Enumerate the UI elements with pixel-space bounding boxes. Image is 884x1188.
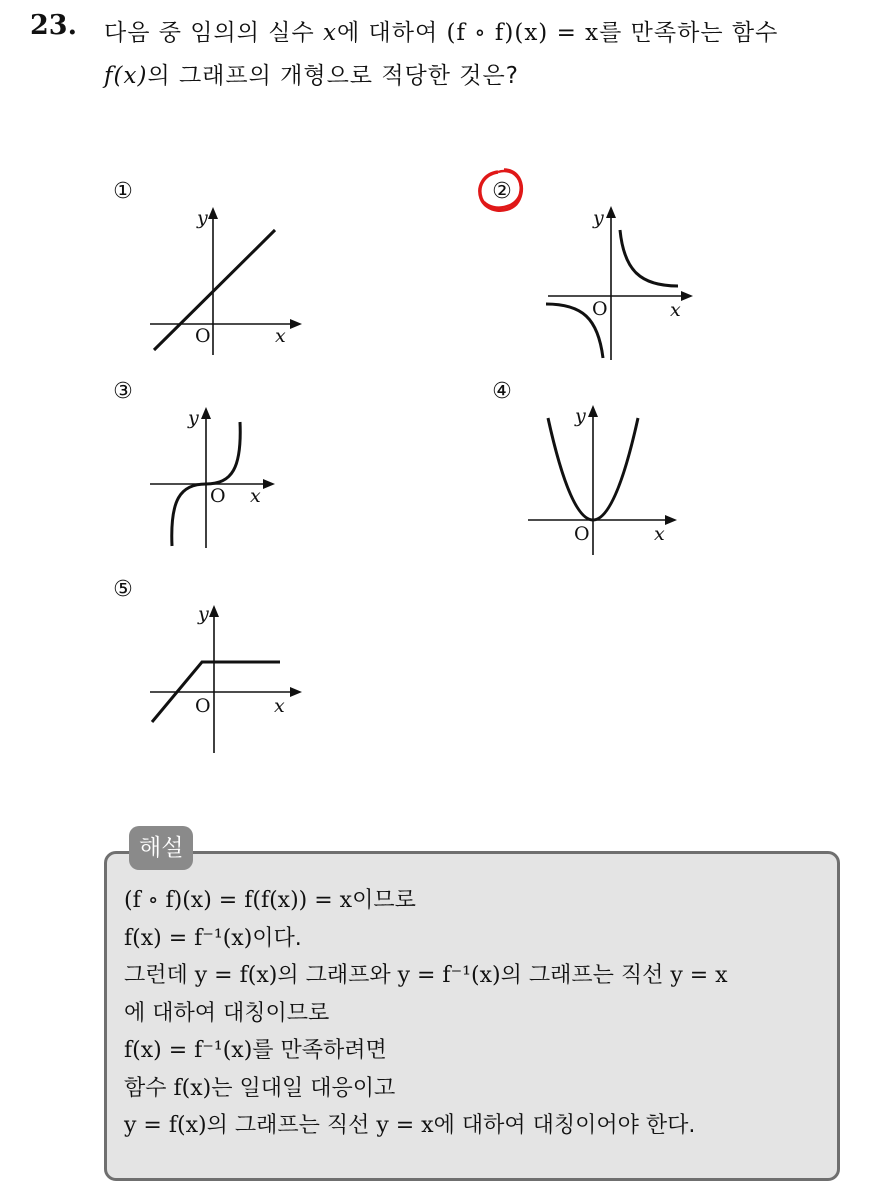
question-number: 23. bbox=[30, 10, 77, 41]
option-1-y-label: y bbox=[197, 207, 208, 229]
option-1-label[interactable]: ① bbox=[113, 179, 133, 204]
solution-line-1: (f ∘ f)(x) = f(f(x)) = x이므로 bbox=[124, 888, 416, 913]
option-1-graph[interactable] bbox=[140, 200, 310, 360]
option-3-origin-label: O bbox=[210, 485, 226, 507]
option-2-graph[interactable] bbox=[540, 200, 700, 365]
option-4-graph[interactable] bbox=[520, 400, 690, 560]
solution-line-2: f(x) = f⁻¹(x)이다. bbox=[124, 925, 302, 951]
option-4-y-label: y bbox=[575, 405, 586, 427]
solution-line-5: f(x) = f⁻¹(x)를 만족하려면 bbox=[124, 1038, 387, 1063]
option-2-origin-label: O bbox=[592, 298, 608, 320]
option-5-y-label: y bbox=[198, 603, 209, 625]
option-5-graph[interactable] bbox=[140, 598, 310, 758]
option-1-x-label: x bbox=[275, 325, 286, 347]
option-2-x-label: x bbox=[670, 299, 681, 321]
option-5-origin-label: O bbox=[195, 695, 211, 717]
option-1-origin-label: O bbox=[195, 325, 211, 347]
option-4-x-label: x bbox=[654, 523, 665, 545]
option-3-x-label: x bbox=[250, 485, 261, 507]
solution-line-6: 함수 f(x)는 일대일 대응이고 bbox=[124, 1075, 396, 1101]
option-5-label[interactable]: ⑤ bbox=[113, 577, 133, 602]
solution-line-7: y = f(x)의 그래프는 직선 y = x에 대하여 대칭이어야 한다. bbox=[124, 1113, 696, 1138]
option-4-label[interactable]: ④ bbox=[492, 379, 512, 404]
solution-body bbox=[124, 882, 728, 1145]
option-3-label[interactable]: ③ bbox=[113, 379, 133, 404]
solution-tag: 해설 bbox=[129, 826, 193, 870]
solution-line-4: 에 대하여 대칭이므로 bbox=[124, 1000, 330, 1026]
answer-circle-mark bbox=[474, 164, 530, 216]
option-2-y-label: y bbox=[593, 207, 604, 229]
option-3-graph[interactable] bbox=[140, 400, 290, 555]
question-text-line-2: f(x)의 그래프의 개형으로 적당한 것은? bbox=[104, 63, 519, 89]
option-3-y-label: y bbox=[188, 407, 199, 429]
option-5-x-label: x bbox=[274, 695, 285, 717]
question-text-line-1: 다음 중 임의의 실수 x에 대하여 (f ∘ f)(x) = x를 만족하는 함수 bbox=[104, 20, 779, 46]
option-2-label[interactable]: ② bbox=[492, 179, 512, 204]
solution-line-3: 그런데 y = f(x)의 그래프와 y = f⁻¹(x)의 그래프는 직선 y = x bbox=[124, 963, 728, 988]
option-4-origin-label: O bbox=[574, 523, 590, 545]
